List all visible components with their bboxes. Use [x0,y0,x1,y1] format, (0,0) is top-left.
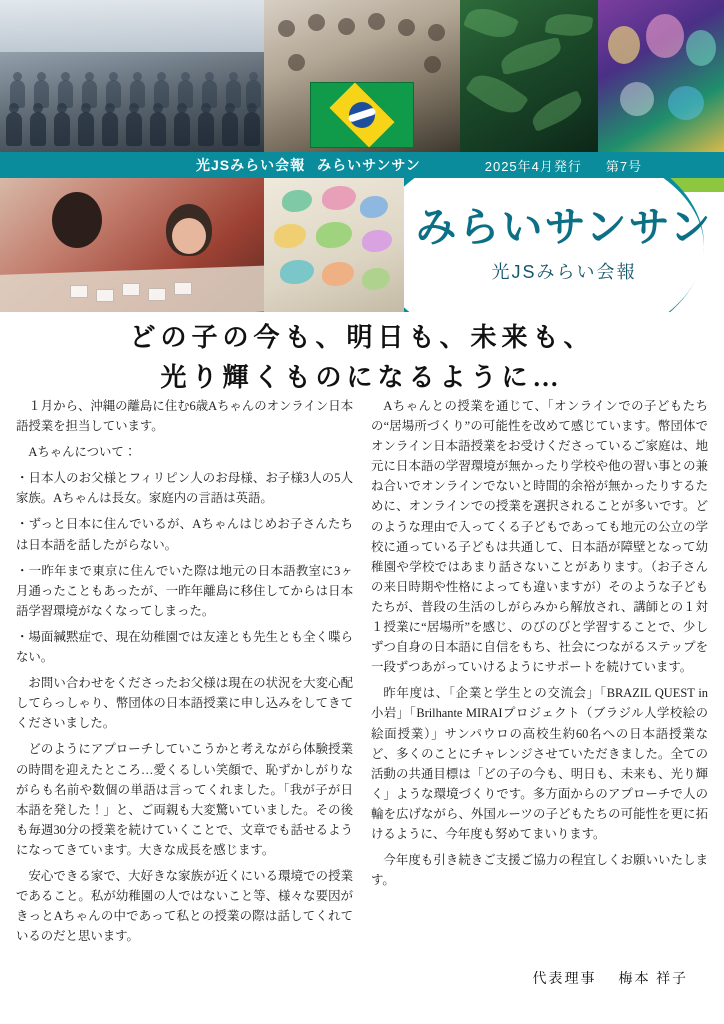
masthead-title: みらいサンサン [415,204,713,251]
banner-newsletter-name: みらいサンサン [317,157,421,173]
masthead-row [0,178,724,312]
banner-publish-date: 2025年4月発行 [484,158,582,174]
paragraph: 今年度も引き続きご支援ご協力の程宜しくお願いいたします。 [371,853,708,888]
signature-name: 梅本 祥子 [618,972,688,987]
paragraph: ・ずっと日本に住んでいるが、Aちゃんはじめお子さんたちは日本語を話したがらない。 [16,517,353,552]
photo-artwork-panel [264,178,404,312]
paragraph: 昨年度は、「企業と学生との交流会」「BRAZIL QUEST in 小岩」「Brilhante MIRAIプロジェクト（ブラジル人学校絵の絵面授業）」サンパウロの高校生約60名への日本語授業など、多くのことにチャレンジさせていただきました。全ての活動の共通目標は「どの子の今も、明日も、未来も、光り輝く」ような環境づくりです。多方面からのアプローチで人の輪を広げながら、外国ルーツの子どもたちの可能性を更に拓けるように、今年度も努めてまいります。 [371,686,708,841]
photo-foliage [460,0,598,152]
masthead [404,178,724,312]
banner-org-title: 光JSみらい会報 [196,157,306,173]
photo-group-brazil-flag [264,0,460,152]
signature [533,968,689,988]
article-column-left [16,396,353,956]
paragraph: Aちゃんとの授業を通じて、「オンラインでの子どもたちの“居場所づくり”の可能性を改めて感じています。幣団体でオンライン日本語授業をお受けくださっているご家庭は、地元に日本語の学習環境が無かったり学校や他の習い事との兼ね合いでオンラインでないと時間的余裕が無かったりするために、オンラインでの授業を選択されることが多いです。どのような理由で入ってくる子どもであっても地元の公立の学校に通っている子どもは共通して、日本語が障壁となって幼稚園や学校ではあまり話さないことがあります。（お子さんの来日時期や性格によっても違いますが）そのような子どもたちが、普段の生活のしがらみから解放され、講師との１対１授業に“居場所”を感じ、のびのびと学習することで、少しずつ自身の日本語に自信をもち、社会につながるステップを一段ずつあがっていけるようにサポートを続けています。 [371,399,708,675]
brazil-flag-icon [310,82,414,148]
paragraph: ・場面緘黙症で、現在幼稚園では友達とも先生とも全く喋らない。 [16,629,353,665]
paragraph: Aちゃんについて： [28,445,137,460]
article-body [16,396,708,956]
headline-line-2: 光り輝くものになるように… [160,363,564,393]
article-column-right [371,396,708,956]
banner-issue-number: 第7号 [605,158,643,174]
paragraph: １月から、沖縄の離島に住む6歳Aちゃんのオンライン日本語授業を担当しています。 [16,399,353,434]
photo-group-classroom [0,0,264,152]
top-photo-band [0,0,724,152]
paragraph: ・一昨年まで東京に住んでいた際は地元の日本語教室に3ヶ月通ったこともあったが、一昨年離島に移住してからは日本語学習環境がなくなってしまった。 [16,563,353,618]
paragraph: 安心できる家で、大好きな家族が近くにいる環境での授業であること。私が幼稚園の人ではないこと等、様々な要因がきっとAちゃんの中であって私との授業の際は話してくれているのだと思います。 [16,868,353,944]
masthead-subtitle: 光JSみらい会報 [491,261,637,282]
photo-costume-performers [598,0,724,152]
headline-line-1: どの子の今も、明日も、未来も、 [129,323,595,352]
issue-banner [0,152,724,178]
paragraph: どのようにアプローチしていこうかと考えながら体験授業の時間を迎えたところ…愛くるしい笑顔で、恥ずかしがりながらも名前や数個の単語は言ってくれました。「我が子が日本語を発した！」と、ご両親も大変驚いていました。その後も毎週30分の授業を続けていくことで、文章でも話せるようになってきています。大きな成長を感じます。 [16,742,353,857]
photo-lesson-table [0,178,264,312]
article-headline [0,318,724,399]
signature-role: 代表理事 [532,972,597,987]
paragraph: ・日本人のお父様とフィリピン人のお母様、お子様3人の5人家族。Aちゃんは長女。家庭内の言語は英語。 [16,471,353,506]
paragraph: お問い合わせをくださったお父様は現在の状況を大変心配してらっしゃり、幣団体の日本語授業に申し込みをしてきてくださいました。 [16,676,353,731]
photo-window-light [0,0,264,52]
